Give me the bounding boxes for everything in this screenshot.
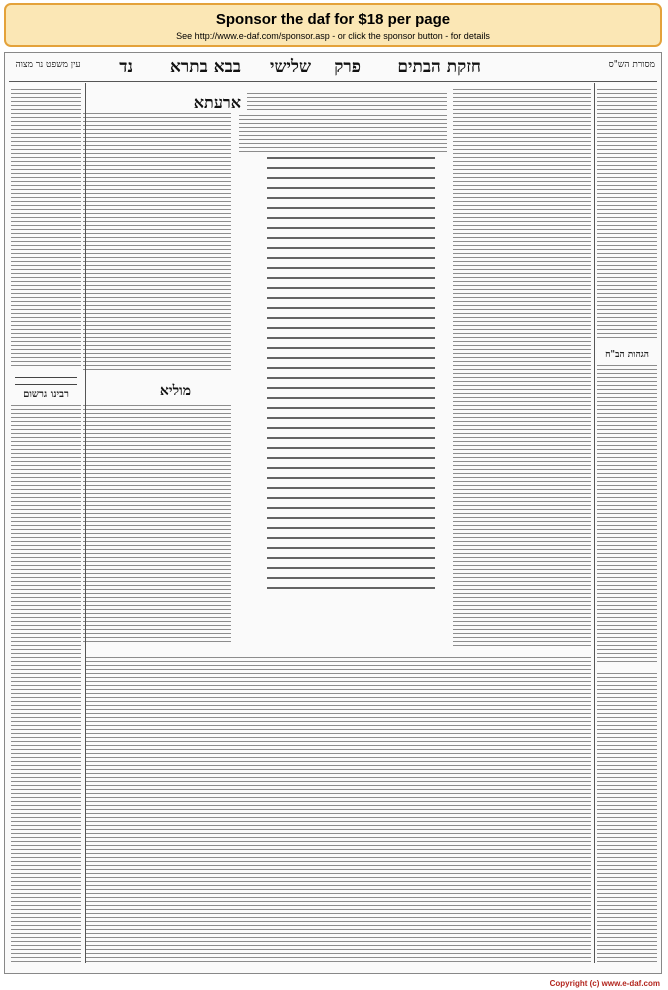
chapter-name: חזקת הבתים [397,57,481,77]
main-text-top-lines [239,115,447,155]
header-rule [9,81,657,82]
column-rule [594,83,595,963]
tosafot-upper [83,113,231,373]
ein-mishpat-column [11,89,81,369]
rabbeinu-gershom-column [11,405,81,965]
hagahot-label: הגהות הב"ח [605,350,649,360]
main-opening-word: ארעתא [193,93,241,112]
daf-number: נד [119,57,133,77]
sponsor-title[interactable]: Sponsor the daf for $18 per page [215,11,451,28]
bottom-commentary [85,657,591,963]
ornament-divider [15,377,77,385]
masoret-hashas-label: מסורת הש"ס [608,60,655,70]
ein-mishpat-label: עין משפט נר מצוה [15,60,81,70]
hagahot-column [597,365,657,665]
perek-label: פרק [334,57,361,77]
right-margin-lower [597,673,657,963]
copyright-footer[interactable]: Copyright (c) www.e-daf.com [549,979,660,988]
masoret-hashas-column [597,89,657,339]
column-rule [85,83,86,963]
sponsor-link[interactable]: See http://www.e-daf.com/sponsor.asp - or click the sponsor button - for details [176,31,490,41]
main-text-top [247,93,447,111]
perek-number: שלישי [270,57,311,77]
rashi-commentary [453,89,591,649]
gemara-main-text [267,157,435,597]
tosafot-lower [83,405,231,645]
rabbeinu-gershom-label: רבינו גרשום [23,389,69,400]
talmud-page [4,52,662,974]
tractate-name: בבא בתרא [169,57,241,77]
sponsor-banner[interactable] [4,3,662,47]
mid-catchword: מוליא [159,383,191,399]
